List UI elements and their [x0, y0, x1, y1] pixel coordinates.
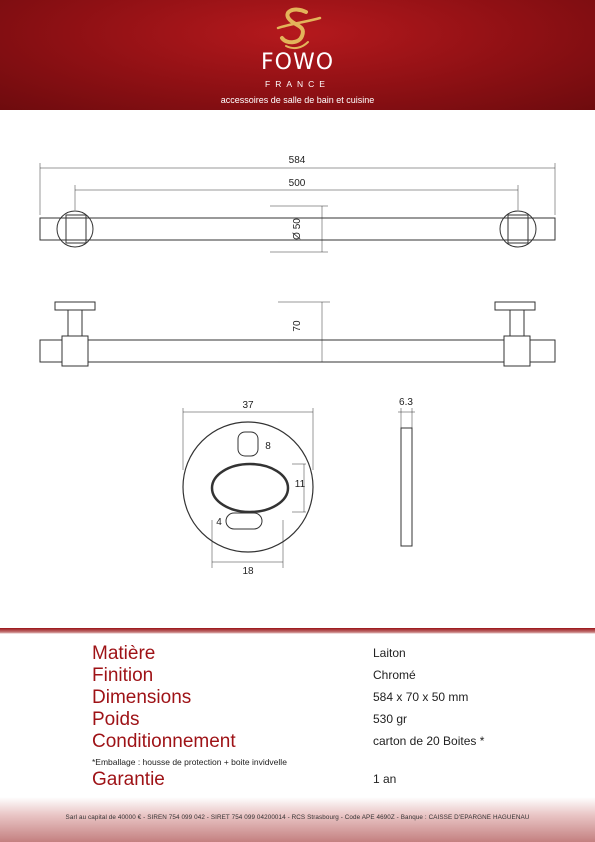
spec-value-dimensions: 584 x 70 x 50 mm — [373, 690, 469, 704]
dim-oval-height: 11 — [294, 479, 306, 490]
spec-value-garantie: 1 an — [373, 772, 397, 786]
dim-center-distance: 500 — [288, 178, 306, 189]
spec-value-conditionnement: carton de 20 Boites * — [373, 734, 485, 748]
spec-label-poids: Poids — [92, 709, 140, 730]
brand-name: FOWO — [260, 50, 335, 75]
divider-band — [0, 628, 595, 634]
spec-label-dimensions: Dimensions — [92, 687, 192, 708]
dim-slot-height: 8 — [265, 441, 271, 452]
dim-diameter: Ø 50 — [292, 218, 303, 240]
brand-subtitle: FRANCE — [265, 79, 330, 89]
dim-thickness: 6.3 — [399, 397, 413, 408]
spec-value-poids: 530 gr — [373, 712, 408, 726]
spec-value-matiere: Laiton — [373, 646, 406, 660]
spec-label-matiere: Matière — [92, 643, 156, 664]
spec-label-conditionnement: Conditionnement — [92, 731, 236, 752]
brand-logo-icon — [272, 6, 324, 52]
technical-drawing — [0, 110, 595, 590]
packaging-note: *Emballage : housse de protection + boite invidvelle — [92, 757, 287, 767]
company-footer: Sarl au capital de 40000 € - SIREN 754 099 042 - SIRET 754 099 04200014 - RCS Strasbourg - Code APE 4690Z - Banque : CAISSE D'EPARGNE HAGUENAU — [65, 814, 530, 821]
spec-value-finition: Chromé — [373, 668, 416, 682]
dim-overall-length: 584 — [288, 155, 306, 166]
spec-label-finition: Finition — [92, 665, 154, 686]
spec-label-garantie: Garantie — [92, 769, 165, 790]
dim-bottom-width: 18 — [242, 566, 254, 577]
dim-small-slot: 4 — [216, 517, 222, 528]
header-banner — [0, 0, 595, 110]
dim-projection: 70 — [292, 320, 303, 332]
brand-tagline: accessoires de salle de bain et cuisine — [220, 95, 375, 105]
dim-plate-width: 37 — [242, 400, 254, 411]
